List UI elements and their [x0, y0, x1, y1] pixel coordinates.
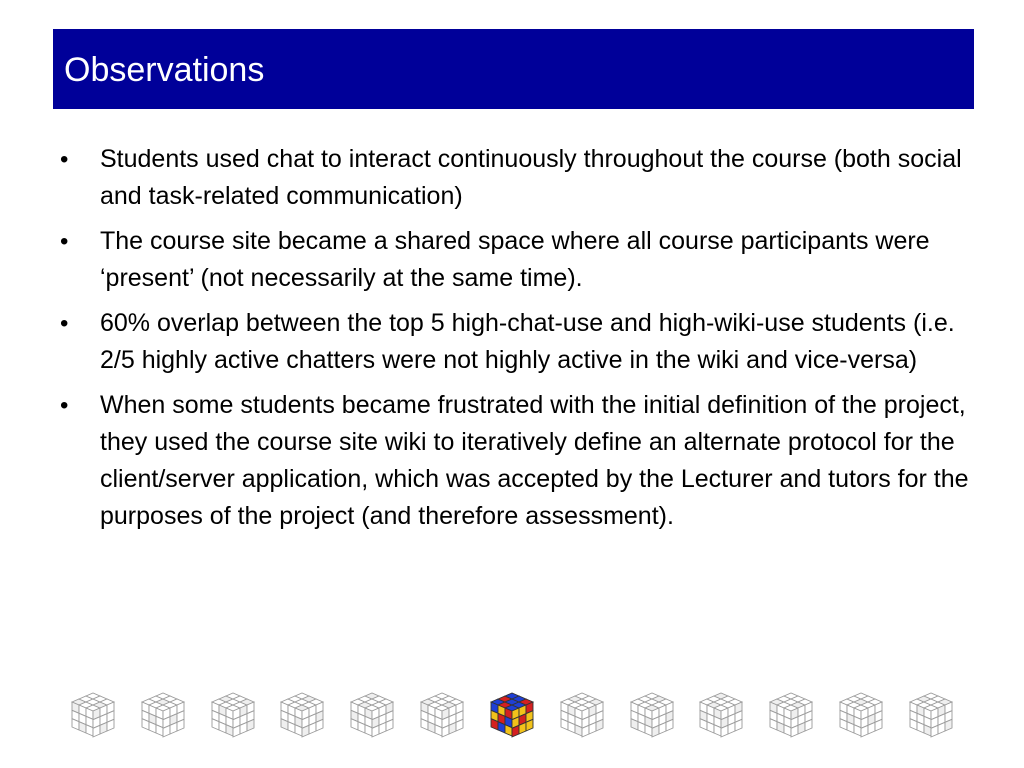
bullet-dot: •	[60, 310, 69, 337]
bullet-text: Students used chat to interact continuously throughout the course (both social and task-related communication)	[100, 145, 962, 210]
bullet-dot: •	[60, 392, 69, 419]
rubik-cube-icon	[904, 687, 958, 741]
rubik-cube-icon	[345, 687, 399, 741]
bullet-dot: •	[60, 228, 69, 255]
bullet-item	[60, 387, 970, 535]
rubik-cube-color-icon	[485, 687, 539, 741]
rubik-cube-icon	[206, 687, 260, 741]
rubik-cube-icon	[764, 687, 818, 741]
rubik-cube-icon	[136, 687, 190, 741]
rubik-cube-icon	[625, 687, 679, 741]
bullet-text: When some students became frustrated with the initial definition of the project, they used the course site wiki to iteratively define an alternate protocol for the client/server application, which was accepted by the Lecturer and tutors for the purposes of the project (and therefore assessment).	[100, 391, 969, 530]
rubik-cube-icon	[555, 687, 609, 741]
bullet-item	[60, 223, 970, 297]
rubik-cube-icon	[66, 687, 120, 741]
bullet-text: 60% overlap between the top 5 high-chat-use and high-wiki-use students (i.e. 2/5 highly active chatters were not highly active in the wiki and vice-versa)	[100, 309, 955, 374]
slide-title: Observations	[64, 51, 265, 89]
bullet-item	[60, 141, 970, 215]
rubik-cube-icon	[694, 687, 748, 741]
title-bar	[53, 29, 974, 109]
rubik-cube-icon	[275, 687, 329, 741]
rubik-cube-icon-row	[66, 686, 958, 742]
rubik-cube-icon	[834, 687, 888, 741]
bullet-dot: •	[60, 146, 69, 173]
bullet-list	[60, 141, 970, 543]
bullet-item	[60, 305, 970, 379]
bullet-text: The course site became a shared space where all course participants were ‘present’ (not necessarily at the same time).	[100, 227, 930, 292]
rubik-cube-icon	[415, 687, 469, 741]
